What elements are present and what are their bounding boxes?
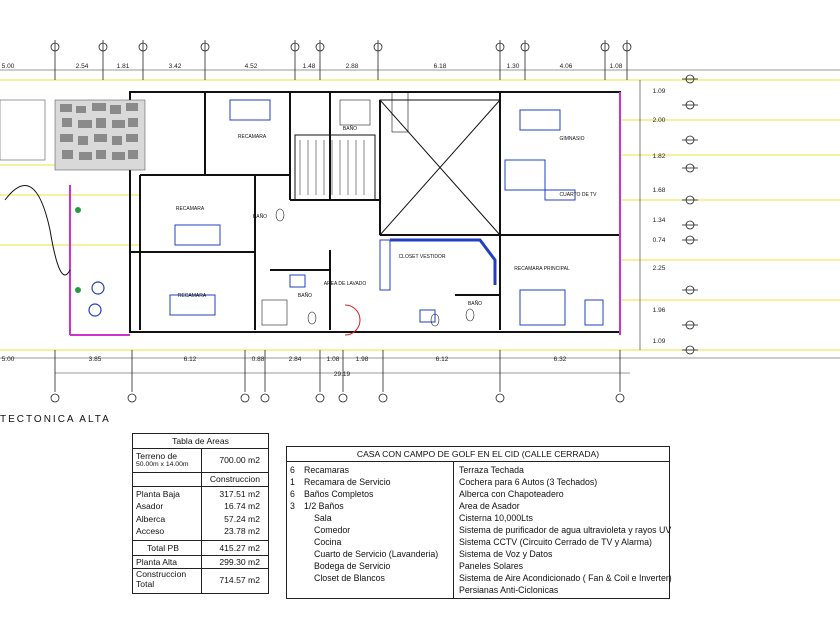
feature-count: 6 — [290, 465, 295, 475]
area-row-value: 23.78 m2 — [224, 526, 260, 536]
right-dim-4: 1.34 — [652, 217, 666, 224]
area-row-label: Planta Baja — [136, 489, 180, 499]
top-dim-7: 6.18 — [433, 63, 447, 70]
staircase — [295, 92, 408, 200]
areas-table-title: Tabla de Areas — [133, 434, 268, 449]
right-dim-3: 1.68 — [652, 187, 666, 194]
top-dim-4: 4.52 — [244, 63, 258, 70]
bottom-dim-3: 0.88 — [251, 356, 265, 363]
central-void — [380, 100, 500, 235]
top-dim-5: 1.48 — [302, 63, 316, 70]
top-dim-0: 5.00 — [1, 63, 15, 70]
feature-item: Bodega de Servicio — [314, 561, 391, 571]
top-dim-1: 2.54 — [75, 63, 89, 70]
feature-item: Sistema de Voz y Datos — [459, 549, 553, 559]
bottom-dim-0: 5.00 — [1, 356, 15, 363]
feature-count: 6 — [290, 489, 295, 499]
top-dimension-line — [0, 40, 840, 80]
feature-item: Recamara de Servicio — [304, 477, 391, 487]
feature-item: Persianas Anti-Ciclonicas — [459, 585, 559, 595]
feature-item: Sistema de purificador de agua ultravioleta y rayos UV — [459, 525, 672, 535]
feature-item: Area de Asador — [459, 501, 520, 511]
room-gimnasio: GIMNASIO — [559, 136, 585, 142]
room-recamara-mid: RECAMARA — [175, 206, 205, 212]
feature-count: 3 — [290, 501, 295, 511]
top-dim-8: 1.30 — [506, 63, 520, 70]
room-recamara-principal: RECAMARA PRINCIPAL — [514, 266, 570, 272]
feature-item: Sala — [314, 513, 332, 523]
room-area-lavado: AREA DE LAVADO — [323, 281, 367, 287]
stone-terrace — [55, 100, 145, 170]
bottom-dim-2: 6.12 — [183, 356, 197, 363]
top-dim-3: 3.42 — [168, 63, 182, 70]
bottom-dim-4: 2.84 — [288, 356, 302, 363]
top-dim-2: 1.81 — [116, 63, 130, 70]
total-pb-label: Total PB — [147, 543, 180, 553]
right-dimension-line — [640, 75, 698, 354]
feature-item: Paneles Solares — [459, 561, 524, 571]
right-dim-0: 1.09 — [652, 88, 666, 95]
construccion-total-label-2: Total — [136, 579, 155, 589]
feature-item: Alberca con Chapoteadero — [459, 489, 564, 499]
room-cuarto-tv: CUARTO DE TV — [559, 192, 597, 198]
right-dim-6: 2.25 — [652, 265, 666, 272]
door-swing — [345, 305, 360, 335]
top-dim-6: 2.88 — [345, 63, 359, 70]
room-recamara-bottom: RECAMARA — [177, 293, 207, 299]
feature-item: Recamaras — [304, 465, 349, 475]
room-bano-top: BAÑO — [342, 126, 358, 132]
terreno-dims: 50.00m x 14.00m — [136, 461, 189, 468]
planta-alta-label: Planta Alta — [136, 557, 178, 567]
area-row-value: 317.51 m2 — [219, 489, 260, 499]
areas-table — [132, 433, 269, 594]
right-dim-2: 1.82 — [652, 153, 666, 160]
bath-fixtures — [262, 100, 474, 326]
room-recamara-top: RECAMARA — [237, 134, 267, 140]
construccion-total-label-1: Construccion — [136, 569, 187, 579]
right-dim-7: 1.96 — [652, 307, 666, 314]
bottom-dimension-line — [0, 350, 840, 402]
construccion-total-value: 714.57 m2 — [219, 575, 260, 585]
area-row-label: Alberca — [136, 514, 166, 524]
feature-item: Cochera para 6 Autos (3 Techados) — [459, 477, 598, 487]
features-table — [286, 446, 670, 599]
furniture — [170, 100, 603, 325]
bottom-dim-6: 1.98 — [355, 356, 369, 363]
bottom-dim-1: 3.85 — [88, 356, 102, 363]
room-closet-vestidor: CLOSET VESTIDOR — [398, 254, 446, 260]
top-dim-9: 4.06 — [559, 63, 573, 70]
terreno-value: 700.00 m2 — [219, 455, 260, 465]
feature-item: Sistema de Aire Acondicionado ( Fan & Coil e Inverter) — [459, 573, 672, 583]
construccion-header: Construccion — [209, 474, 260, 484]
feature-item: Terraza Techada — [459, 465, 524, 475]
feature-item: Baños Completos — [304, 489, 374, 499]
top-dim-10: 1.08 — [609, 63, 623, 70]
terreno-label: Terreno de — [136, 451, 178, 461]
feature-item: Comedor — [314, 525, 351, 535]
room-bano-master: BAÑO — [467, 301, 483, 307]
section-title: TECTONICA ALTA — [0, 414, 111, 425]
right-dim-1: 2.00 — [652, 117, 666, 124]
bottom-dim-8: 6.32 — [553, 356, 567, 363]
room-bano-bottom: BAÑO — [297, 293, 313, 299]
feature-count: 1 — [290, 477, 295, 487]
area-row-label: Asador — [136, 501, 164, 511]
feature-item: Sistema CCTV (Circuito Cerrado de TV y Alarma) — [459, 537, 652, 547]
feature-item: Closet de Blancos — [314, 573, 385, 583]
area-row-label: Acceso — [136, 526, 165, 536]
bottom-dim-5: 1.08 — [326, 356, 340, 363]
room-bano-mid: BAÑO — [252, 214, 268, 220]
right-dim-5: 0.74 — [652, 237, 666, 244]
planta-alta-value: 299.30 m2 — [219, 557, 260, 567]
total-dim: 29.19 — [333, 371, 351, 378]
bottom-dim-7: 6.12 — [435, 356, 449, 363]
right-dim-8: 1.09 — [652, 338, 666, 345]
area-row-value: 16.74 m2 — [224, 501, 260, 511]
area-row-value: 57.24 m2 — [224, 514, 260, 524]
total-pb-value: 415.27 m2 — [219, 543, 260, 553]
feature-item: Cisterna 10,000Lts — [459, 513, 533, 523]
feature-item: 1/2 Baños — [304, 501, 344, 511]
features-title: CASA CON CAMPO DE GOLF EN EL CID (CALLE CERRADA) — [287, 447, 669, 462]
feature-item: Cuarto de Servicio (Lavanderia) — [314, 549, 439, 559]
feature-item: Cocina — [314, 537, 342, 547]
